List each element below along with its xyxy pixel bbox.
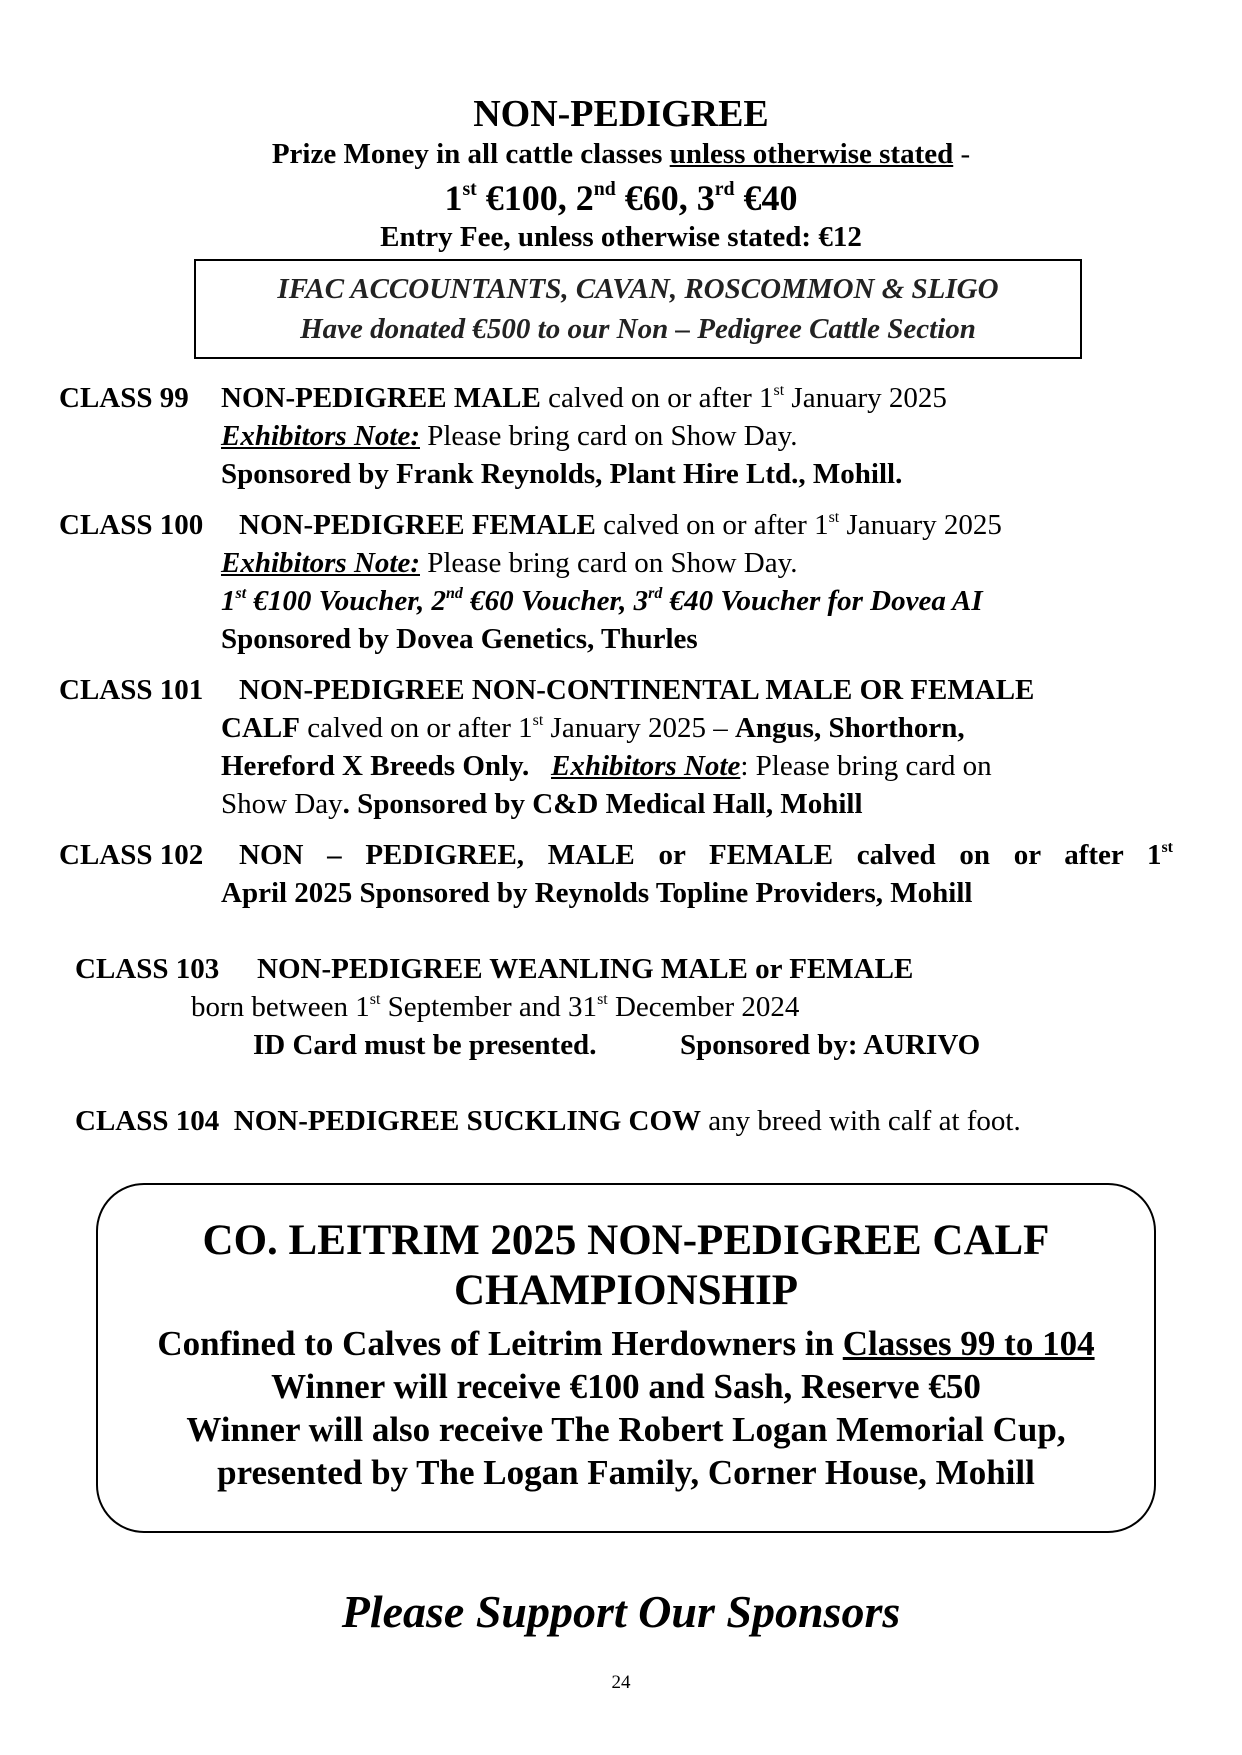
class-99-sponsor: Sponsored by Frank Reynolds, Plant Hire Ltd., Mohill. [221, 458, 903, 490]
class-99-label: CLASS 99 [59, 382, 189, 414]
prize-second-sup: nd [593, 178, 616, 201]
prize-underlined: unless otherwise stated [669, 138, 954, 170]
class-101-title: NON-PEDIGREE NON-CONTINENTAL MALE OR FEMALE [239, 674, 1035, 706]
class-100-calved-date: January 2025 [839, 509, 1002, 541]
prize-second-amount: €60, [615, 178, 697, 218]
class-101-breeds-1: Angus, Shorthorn, [734, 712, 965, 744]
page-title: NON-PEDIGREE [473, 93, 769, 135]
class-104-rest: any breed with calf at foot. [701, 1105, 1021, 1137]
prize-suffix: - [953, 138, 971, 170]
class-101-calved-line [221, 709, 965, 747]
class-103-born-start: born between 1 [191, 991, 370, 1023]
championship-presented: presented by The Logan Family, Corner House, Mohill [217, 1453, 1035, 1492]
class-101-note-text-2: Show Day [221, 788, 343, 820]
class-101-sponsor: . Sponsored by C&D Medical Hall, Mohill [342, 788, 863, 820]
championship-classes-range: Classes 99 to 104 [842, 1324, 1095, 1363]
class-99-title-line [221, 379, 947, 417]
championship-cup: Winner will also receive The Robert Logan Memorial Cup, [186, 1410, 1066, 1449]
class-101-calved: calved on or after 1 [299, 712, 533, 744]
class-100-calved-sup: st [828, 509, 840, 527]
class-100-note-text: Please bring card on Show Day. [420, 547, 798, 579]
class-100-vouchers [221, 582, 983, 620]
class-103-born-sup-1: st [369, 991, 381, 1009]
prize-first-amount: €100, [476, 178, 576, 218]
prize-second-num: 2 [575, 178, 594, 218]
class-100-calved: calved on or after 1 [595, 509, 829, 541]
class-102-label: CLASS 102 [59, 839, 204, 871]
class-99-calved-date: January 2025 [784, 382, 947, 414]
class-103-id-card: ID Card must be presented. [253, 1029, 597, 1061]
ifac-line-1: IFAC ACCOUNTANTS, CAVAN, ROSCOMMON & SLIGO [277, 273, 999, 305]
prize-first-sup: st [462, 178, 477, 201]
class-104-line [75, 1102, 1021, 1140]
class-103-title: NON-PEDIGREE WEANLING MALE or FEMALE [257, 953, 914, 985]
class-101-label: CLASS 101 [59, 674, 204, 706]
class-99-calved: calved on or after 1 [540, 382, 774, 414]
class-100-voucher-1: 1 [221, 585, 236, 617]
class-102-title-sup: st [1161, 839, 1173, 857]
class-100-voucher-2-sup: nd [445, 585, 463, 603]
class-104-label: CLASS 104 [75, 1105, 220, 1137]
class-99-line-1 [59, 379, 189, 417]
class-100-voucher-1-sup: st [235, 585, 247, 603]
class-102-title-line [239, 836, 1173, 874]
class-101-breeds-line [221, 747, 992, 785]
prize-third-sup: rd [714, 178, 735, 201]
ifac-line-2: Have donated €500 to our Non – Pedigree Cattle Section [300, 313, 976, 345]
class-100-sponsor: Sponsored by Dovea Genetics, Thurles [221, 623, 698, 655]
class-100-label: CLASS 100 [59, 509, 204, 541]
class-101-label-line [59, 671, 203, 709]
championship-confined [98, 1322, 1154, 1365]
class-101-calved-sup: st [532, 712, 544, 730]
class-99-calved-sup: st [773, 382, 785, 400]
class-102-sponsor: April 2025 Sponsored by Reynolds Topline Providers, Mohill [221, 877, 973, 909]
class-102-title: NON – PEDIGREE, MALE or FEMALE calved on or after 1 [239, 839, 1162, 871]
ifac-sponsor-box [194, 259, 1082, 359]
class-103-born-sup-2: st [597, 991, 608, 1009]
class-100-title-line [239, 506, 1002, 544]
championship-confined-prefix: Confined to Calves of Leitrim Herdowners in [157, 1324, 843, 1363]
class-103-label: CLASS 103 [75, 953, 220, 985]
championship-title-2: CHAMPIONSHIP [454, 1267, 798, 1314]
class-100-voucher-3-sup: rd [648, 585, 663, 603]
class-103-born-end: December 2024 [607, 991, 800, 1023]
prize-prefix: Prize Money in all cattle classes [271, 138, 670, 170]
class-100-note-label: Exhibitors Note: [221, 547, 420, 579]
class-100-voucher-2-text: €60 Voucher, 3 [462, 585, 649, 617]
class-100-voucher-3-text: €40 Voucher for Dovea AI [662, 585, 983, 617]
class-101-title-2: CALF [221, 712, 300, 744]
prize-third-amount: €40 [734, 178, 798, 218]
entry-fee: Entry Fee, unless otherwise stated: €12 [380, 221, 862, 253]
class-100-label-line [59, 506, 203, 544]
page-number: 24 [611, 1672, 631, 1693]
class-101-note-label: Exhibitors Note [551, 750, 741, 782]
championship-box [96, 1183, 1156, 1533]
prize-first-num: 1 [444, 178, 463, 218]
prize-money-line [0, 138, 1242, 171]
class-101-note-text: : Please bring card on [740, 750, 992, 782]
class-103-sponsor: Sponsored by: AURIVO [680, 1029, 981, 1061]
class-99-note [221, 417, 797, 455]
class-101-breeds-2: Hereford X Breeds Only. [221, 750, 530, 782]
class-101-calved-date: January 2025 – [543, 712, 735, 744]
class-100-title: NON-PEDIGREE FEMALE [239, 509, 596, 541]
prize-third-num: 3 [696, 178, 715, 218]
class-103-born [191, 988, 799, 1026]
prize-amounts [0, 177, 1242, 219]
class-99-title: NON-PEDIGREE MALE [221, 382, 541, 414]
class-99-note-text: Please bring card on Show Day. [420, 420, 798, 452]
championship-winner: Winner will receive €100 and Sash, Reserve €50 [271, 1367, 981, 1406]
class-103-born-mid: September and 31 [380, 991, 598, 1023]
class-100-note [221, 544, 797, 582]
support-sponsors-banner: Please Support Our Sponsors [341, 1586, 901, 1637]
class-101-sponsor-line [221, 785, 863, 823]
class-100-voucher-1-text: €100 Voucher, 2 [246, 585, 446, 617]
championship-title-1: CO. LEITRIM 2025 NON-PEDIGREE CALF [202, 1217, 1050, 1264]
class-99-note-label: Exhibitors Note: [221, 420, 420, 452]
class-104-title: NON-PEDIGREE SUCKLING COW [233, 1105, 702, 1137]
